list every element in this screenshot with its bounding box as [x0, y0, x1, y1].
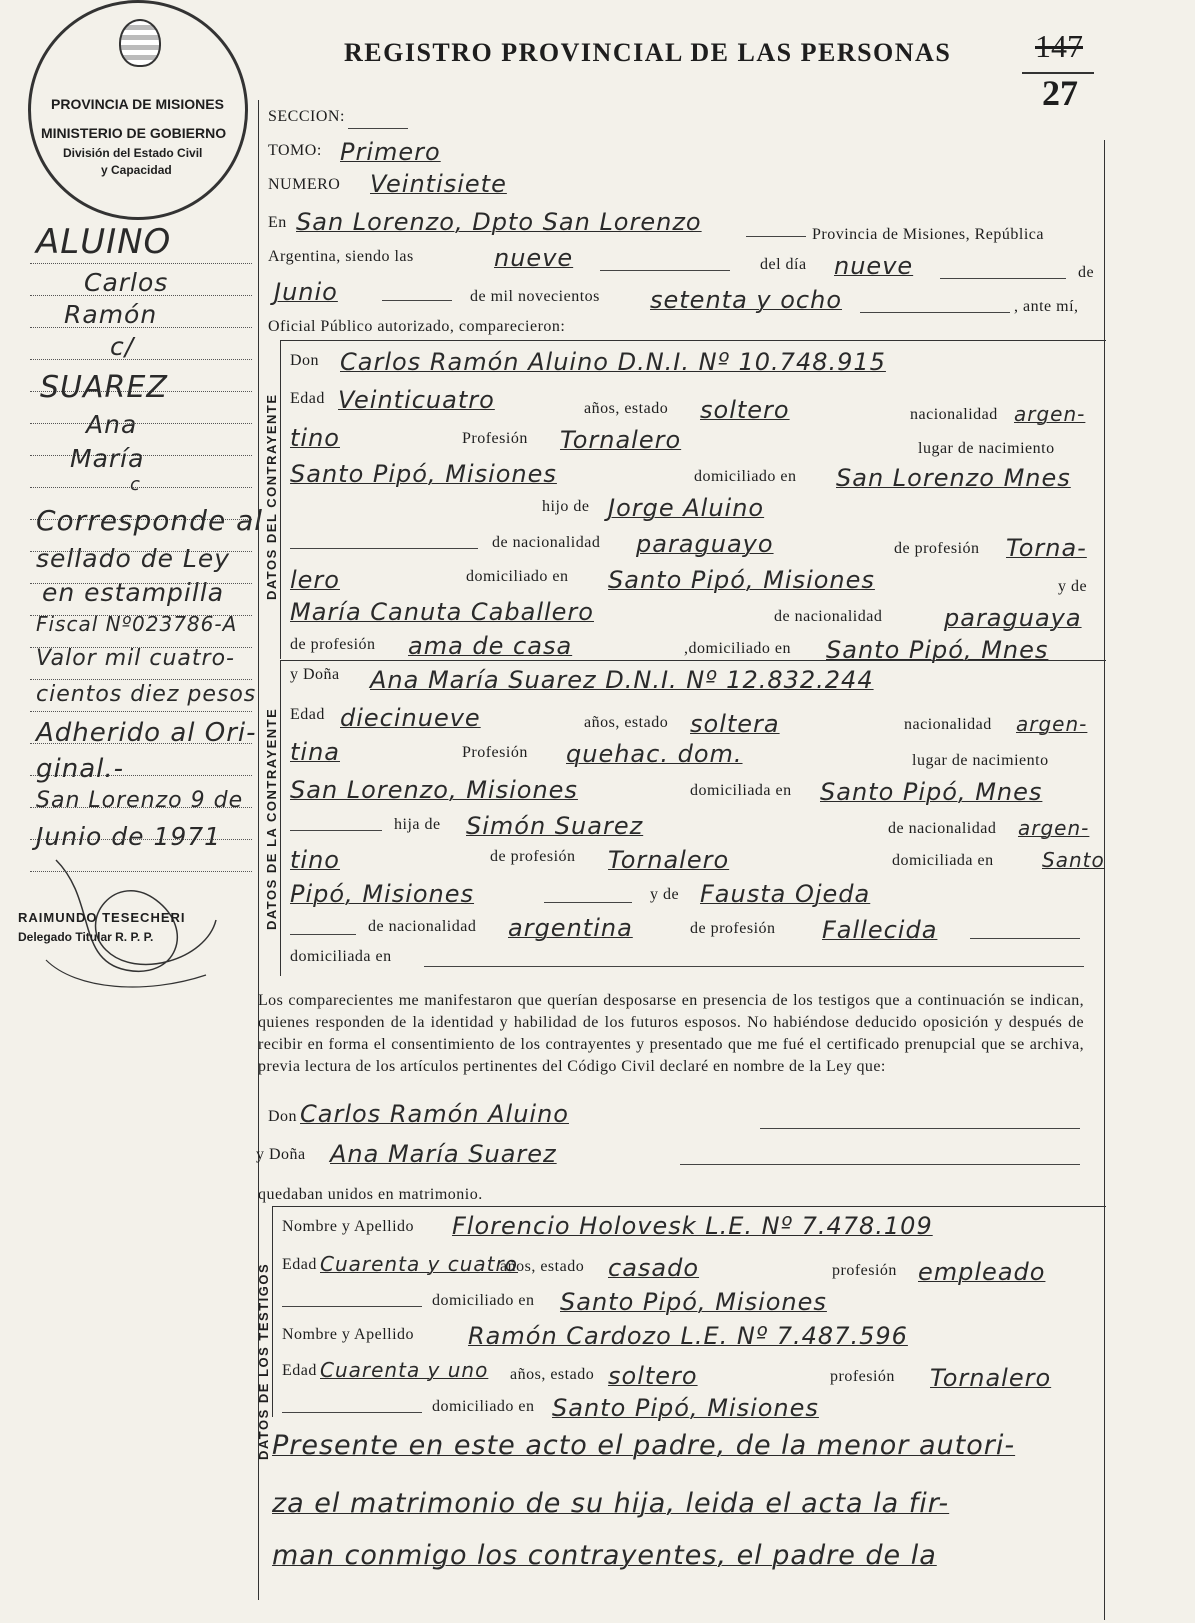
nacionalidad-value: argen-: [1014, 402, 1086, 426]
madre-nombre: María Canuta Caballero: [290, 598, 594, 626]
padre-dom-value: Santo Pipó, Misiones: [608, 566, 875, 594]
madre2-nombre: Fausta Ojeda: [700, 880, 871, 908]
profesion-label: Profesión: [462, 430, 528, 447]
margin-line: ginal.-: [36, 754, 125, 784]
nacionalidad2-cont: tina: [290, 738, 340, 766]
seal-line-1: PROVINCIA DE MISIONES: [51, 96, 224, 112]
t1-profesion-value: empleado: [918, 1258, 1046, 1286]
margin-line: SUAREZ: [40, 370, 168, 405]
padre2-nac-label: de nacionalidad: [888, 820, 997, 837]
padre-nombre: Jorge Aluino: [608, 494, 765, 522]
numero-value: Veintisiete: [370, 170, 507, 198]
margin-line: Adherido al Ori-: [36, 718, 257, 748]
t2-edad-value: Cuarenta y uno: [320, 1358, 489, 1382]
oficial-label: Oficial Público autorizado, comparecieron:: [268, 318, 566, 335]
lugar-label: lugar de nacimiento: [918, 440, 1055, 457]
madre2-prof-label: de profesión: [690, 920, 776, 937]
t2-dom-label: domiciliado en: [432, 1398, 535, 1415]
domicilio2-value: Santo Pipó, Mnes: [820, 778, 1043, 806]
estado2-value: soltera: [690, 710, 780, 738]
margin-line: María: [70, 444, 145, 473]
t2-edad-label: Edad: [282, 1362, 317, 1379]
t1-anios-label: años, estado: [500, 1258, 585, 1275]
margin-line: Ana: [86, 410, 138, 439]
padre2-nombre: Simón Suarez: [466, 812, 644, 840]
argentina-label: Argentina, siendo las: [268, 248, 414, 265]
margin-line: Carlos: [84, 268, 169, 297]
official-seal: [28, 0, 248, 220]
t1-edad-label: Edad: [282, 1256, 317, 1273]
madre-prof-label: de profesión: [290, 636, 376, 653]
mes-value: Junio: [274, 278, 338, 306]
padre-prof-value: Torna-: [1006, 534, 1087, 562]
dia-value: nueve: [834, 252, 914, 280]
madre-dom-label: ,domiciliado en: [684, 640, 792, 657]
domiciliado-label: domiciliado en: [694, 468, 797, 485]
ante-label: , ante mí,: [1014, 298, 1079, 315]
nota-linea-1: Presente en este acto el padre, de la menor autori-: [272, 1430, 1016, 1461]
hora-value: nueve: [494, 244, 574, 272]
lugar2-label: lugar de nacimiento: [912, 752, 1049, 769]
margin-line: c/: [110, 332, 135, 361]
padre-dom-label: domiciliado en: [466, 568, 569, 585]
estado-value: soltero: [700, 396, 790, 424]
anio-value: setenta y ocho: [650, 286, 843, 314]
en-label: En: [268, 214, 287, 231]
t2-nombre-value: Ramón Cardozo L.E. Nº 7.487.596: [468, 1322, 908, 1350]
page-title: REGISTRO PROVINCIAL DE LAS PERSONAS: [344, 38, 952, 67]
t1-nombre-value: Florencio Holovesk L.E. Nº 7.478.109: [452, 1212, 933, 1240]
madre2-nac-value: argentina: [508, 914, 633, 942]
provincia-label: Provincia de Misiones, República: [812, 226, 1044, 243]
coat-of-arms-icon: [119, 19, 161, 67]
padre2-prof-label: de profesión: [490, 848, 576, 865]
t2-profesion-value: Tornalero: [930, 1364, 1052, 1392]
padre-nac-value: paraguayo: [636, 530, 774, 558]
de-label: de: [1078, 264, 1095, 281]
t1-estado-value: casado: [608, 1254, 700, 1282]
dona-label: y Doña: [290, 666, 340, 683]
lugar2-value: San Lorenzo, Misiones: [290, 776, 578, 804]
t2-profesion-label: profesión: [830, 1368, 895, 1385]
margin-line: c: [130, 474, 141, 495]
section-label-testigos: DATOS DE LOS TESTIGOS: [256, 1262, 271, 1460]
lugar-nacimiento-value: Santo Pipó, Misiones: [290, 460, 557, 488]
nacionalidad-label: nacionalidad: [910, 406, 998, 423]
nota-linea-3: man conmigo los contrayentes, el padre de la: [272, 1540, 937, 1571]
madre2-dom-label: domiciliada en: [290, 948, 392, 965]
margin-line: Junio de 1971: [36, 822, 222, 851]
section-label-contrayente: DATOS DEL CONTRAYENTE: [264, 393, 279, 600]
decl-don-label: Don: [268, 1108, 298, 1125]
hijo-label: hijo de: [542, 498, 590, 515]
domicilio-value: San Lorenzo Mnes: [836, 464, 1071, 492]
decl-dona-value: Ana María Suarez: [330, 1140, 557, 1168]
nacionalidad2-label: nacionalidad: [904, 716, 992, 733]
padre-prof-label: de profesión: [894, 540, 980, 557]
margin-line: en estampilla: [42, 578, 225, 607]
lugar-value: San Lorenzo, Dpto San Lorenzo: [296, 208, 702, 236]
delegate-title: Delegado Titular R. P. P.: [18, 930, 154, 944]
t2-anios-label: años, estado: [510, 1366, 595, 1383]
madre-prof-value: ama de casa: [408, 632, 573, 660]
padre2-dom-value: Santo: [1042, 848, 1105, 872]
delegate-name: RAIMUNDO TESECHERI: [18, 910, 186, 925]
edad-label: Edad: [290, 390, 325, 407]
seal-line-4: y Capacidad: [101, 163, 172, 177]
edad2-value: diecinueve: [340, 704, 481, 732]
margin-line: Corresponde al: [36, 504, 264, 537]
margin-line: cientos diez pesos: [36, 682, 257, 707]
madre2-prof-value: Fallecida: [822, 916, 938, 944]
nacionalidad2-value: argen-: [1016, 712, 1088, 736]
declaracion-texto: Los comparecientes me manifestaron que querían desposarse en presencia de los testigos que a continuación se indican, quienes responden de la identidad y habilidad de los futuros esposos. No habiéndose deducido oposición y después de recibir en forma el consentimiento de los contrayentes y presentado que me fué el certificado prenupcial que se archiva, previa lectura de los artículos pertinentes del Código Civil declaré en nombre de la Ley que:: [258, 992, 1084, 1075]
madre-nac-value: paraguaya: [944, 604, 1082, 632]
edad-value: Veinticuatro: [338, 386, 495, 414]
crossed-number: 147: [1035, 28, 1083, 64]
dia-label: del día: [760, 256, 807, 273]
seal-line-2: MINISTERIO DE GOBIERNO: [41, 125, 227, 141]
anios2-label: años, estado: [584, 714, 669, 731]
t1-profesion-label: profesión: [832, 1262, 897, 1279]
record-number: 27: [1042, 73, 1078, 113]
t1-domicilio-value: Santo Pipó, Misiones: [560, 1288, 827, 1316]
y-de-label: y de: [1058, 578, 1088, 595]
nacionalidad-cont: tino: [290, 424, 340, 452]
hija-label: hija de: [394, 816, 441, 833]
padre-prof-cont: lero: [290, 566, 340, 594]
tomo-label: TOMO:: [268, 142, 322, 159]
t2-domicilio-value: Santo Pipó, Misiones: [552, 1394, 819, 1422]
margin-line: ALUINO: [36, 222, 172, 262]
don-label: Don: [290, 352, 320, 369]
y-de2-label: y de: [650, 886, 680, 903]
edad2-label: Edad: [290, 706, 325, 723]
decl-cierre: quedaban unidos en matrimonio.: [258, 1186, 483, 1203]
profesion-value: Tornalero: [560, 426, 682, 454]
decl-don-value: Carlos Ramón Aluino: [300, 1100, 569, 1128]
madre-dom-value: Santo Pipó, Mnes: [826, 636, 1049, 664]
decl-dona-label: y Doña: [256, 1146, 306, 1163]
domiciliada-label: domiciliada en: [690, 782, 792, 799]
mil-label: de mil novecientos: [470, 288, 600, 305]
t2-estado-value: soltero: [608, 1362, 698, 1390]
t1-dom-label: domiciliado en: [432, 1292, 535, 1309]
t2-nombre-label: Nombre y Apellido: [282, 1326, 415, 1343]
margin-line: Valor mil cuatro-: [36, 646, 235, 671]
margin-line: San Lorenzo 9 de: [36, 788, 244, 813]
tomo-value: Primero: [340, 138, 441, 166]
anios-label: años, estado: [584, 400, 669, 417]
contrayente-nombre: Carlos Ramón Aluino D.N.I. Nº 10.748.915: [340, 348, 886, 376]
margin-line: Ramón: [64, 300, 158, 329]
t1-edad-value: Cuarenta y cuatro: [320, 1252, 518, 1276]
numero-label: NUMERO: [268, 176, 341, 193]
padre2-dom-label: domiciliada en: [892, 852, 994, 869]
profesion2-value: quehac. dom.: [566, 740, 743, 768]
nota-linea-2: za el matrimonio de su hija, leida el acta la fir-: [272, 1488, 950, 1519]
seccion-label: SECCION:: [268, 108, 345, 125]
t1-nombre-label: Nombre y Apellido: [282, 1218, 415, 1235]
padre2-prof-value: Tornalero: [608, 846, 730, 874]
contrayente2-nombre: Ana María Suarez D.N.I. Nº 12.832.244: [370, 666, 874, 694]
margin-line: sellado de Ley: [36, 544, 231, 573]
madre2-nac-label: de nacionalidad: [368, 918, 477, 935]
padre2-nac-value: argen-: [1018, 816, 1090, 840]
padre2-nac-cont: tino: [290, 846, 340, 874]
margin-line: Fiscal Nº023786-A: [36, 612, 238, 636]
seal-line-3: División del Estado Civil: [63, 146, 203, 160]
madre-nac-label: de nacionalidad: [774, 608, 883, 625]
profesion2-label: Profesión: [462, 744, 528, 761]
section-label-contrayente-2: DATOS DE LA CONTRAYENTE: [264, 707, 279, 930]
padre-nac-label: de nacionalidad: [492, 534, 601, 551]
padre2-dom-cont: Pipó, Misiones: [290, 880, 475, 908]
